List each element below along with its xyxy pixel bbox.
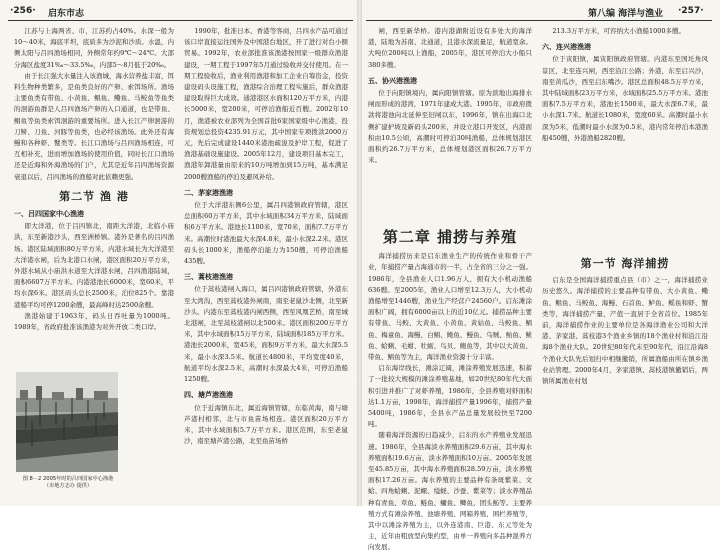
photo-caption-title: 图 8－2 2005年时的吕四国家中心渔港 — [22, 476, 114, 482]
right-page — [362, 0, 720, 552]
left-running-head: 启东市志 — [48, 9, 85, 19]
right-header-rule — [366, 20, 712, 21]
paragraph: 闸，西至新华桥。港内港湖附近设有多处大的海洋港，陆地为苏南、北通道，且港水深流量足，航道宽余。大吨位200吨以上渔船，2005年，港区可停泊大小船只380多艘。 — [368, 27, 532, 69]
subsection-heading-tanglu-port: 四、塘芦港渔港 — [184, 390, 233, 400]
photo-caption-credit: （市地方志办 提供） — [43, 483, 93, 489]
paragraph: 位于向阳镇境内，属向阳镇管辖。原为滨地出海排水闸而形成的港湾，1971年建成大港。1995年，市政府拨款将港池向北延伸至旧闸以东，1996年，镇在出海口北侧扩建护坡及新码头200米，并设立港口开发区，内港面积由10.5公顷，高潮时可停泊30吨渔船，总体规划港区面积约26.7万平方米，总体规划港区面积26.7万平方米。 — [368, 89, 532, 165]
paragraph: 即大洋港，位于吕四镇北，南距大洋港，北临小庙洪，东至新港沙头，西至洲桥镇。港外是著名的吕四渔场。港区陆域面积80万平方米，内港水域长为大洋港至大洋港水闸，后为北港口水闸，港区面积20万平方米，外港水域从小庙洪水道至大洋港水闸，吕四渔港陆域，面积6607万平方米。内港港池长6000米，宽60米，平均水深6米。港区码头总长2500米，泊位825个。靠港港船平均可停1200余艘，最高峰时达2500余艘。 — [14, 222, 174, 309]
subsection-heading-xiexing-port: 五、协兴港渔港 — [368, 75, 417, 85]
harbor-photo — [16, 372, 118, 472]
paragraph: 海洋捕捞历来是启东渔业生产的传统作业和骨干产业，年捕捞产量占海通市的一半，占全省的三分之一强。1986年，全县渔业人口1.96万人，拥有大小机动渔船636艘。至2005年，渔业人口增至12.3万人，大小机动渔船增至1446艘，渔业生产经营户24560户。启东滩涂面积广阔，拥有6000亩以上的近10亿元。捕捞品种主要有带鱼、马鲛、大黄鱼、小黄鱼、黄姑鱼、马鲛鱼、鲳鱼、梅童鱼、海鳗、白鲳、鲍鱼、鳗鱼、乌贼、鲐鱼、鲅鱼、蛤蜊、毛蚶、牡蛎、鸟贝、鲍鱼等，其中以大黄鱼、带鱼、鲳鱼等为主，海洋渔业资源十分丰富。 — [368, 252, 532, 362]
paragraph: 位于大洋港东侧6公里，属吕四港镇政府管辖，港区总面积60万平方米，其中水域面积34万平方米，陆域面积6万平方米。港池长1100米，宽70米，面积7.7万平方米。高潮位时港池最大水深4.8米，最小水深2.2米。港区码头长1000米，渔船停泊能力为150艘，可停泊渔船435艘。 — [184, 201, 348, 266]
paragraph: 位于近海镇东北，属近海镇管辖，东临黄海，南与塘芦港村相邻，北与市鱼苗场相连。港区面积20万平方米，其中水域面积5.7万平方米。港区范围，东至老鼠沙，南至塘芦港公路，北至鱼苗场桥 — [184, 403, 348, 446]
subsection-heading-haozhi-port: 三、蒿枝港渔港 — [184, 272, 233, 282]
right-page-number: ·257· — [678, 6, 704, 16]
section-heading-fishing-ports: 第二节 渔 港 — [59, 189, 129, 203]
left-page — [0, 0, 357, 506]
left-page-number: ·256· — [10, 6, 36, 16]
subsection-heading-lvsi-port: 一、吕四国家中心渔港 — [14, 209, 84, 219]
paragraph: 位于蒿枝港闸入海口，属吕四港镇政府管辖，外港东至大湾沟，西至蒿枝港外闸南，南至老鼠沙北侧，北至新沙头。内港东至蒿枝港内闸西侧，西至风凰艺桥，南至城北港闸，北至蒿枝港闸以北500米。港区面积200万平方米，其中水域面积15万平方米，陆域面积185万平方米。港池长2000米，宽45米，面积9万平方米，最大水深5.5米，最小水深3.5米。航道长4800米，平均宽度40米，航道平均水深2.5米，高潮时水深最大4米，可停泊渔船1250艘。 — [184, 285, 348, 384]
paragraph: 随着海洋资源的日趋减少，启东的水产养殖业发展迅速。1986年，全县海淡水养殖面积29.6万亩，其中海水养殖面积19.6万亩，淡水养殖面积10万亩。2005年发展至45.85万亩，其中海水养殖面积28.59万亩，淡水养殖面积17.26万亩。海水养殖的主要品种有条斑紫菜、文蛤、四角蛤蜊、泥螺、缢蛏、沙蚕、紫菜等；淡水养殖品种有青鱼、草鱼、鲢鱼、鳙鱼、鲫鱼、团头鲂等。主要养殖方式有滩涂养殖、池塘养殖、网箱养殖、围栏养殖等，其中以滩涂养殖为主，以外连港南、巨港、东元等处为主，近年由粗放型向集约型，由单一养殖向多品种混养方向发展。 — [368, 431, 532, 552]
subsection-heading-lianxing-port: 六、连兴港渔港 — [542, 42, 591, 52]
right-column-2-bottom — [542, 250, 708, 504]
paragraph: 位于寅阳镇，属寅阳镇政府管辖。内港东至国圫角风景区，北至连兴闸，西至沿江公路；外港，东至启兴沙，南至黄瓜沙，西至启东嘴沙。港区总面积48.5万平方米，其中陆域面积23万平方米，水域面积25.5万平方米。港池面积7.5万平方米，港池长1500米，最大水深6.7米，最小水深1.7米。航道长1080米，宽度60米。高潮时最小水深为5米，低潮时最小水深为0.5米，港内常年停泊本港渔船450艘，外港渔船2820艘。 — [542, 55, 708, 142]
chapter-heading: 第二章 捕捞与养殖 — [382, 228, 518, 246]
photo-caption — [14, 476, 122, 490]
right-column-1-top — [368, 26, 532, 236]
subsection-heading-maojia-port: 二、茅家港渔港 — [184, 187, 233, 197]
paragraph: 渔港始建于1963年，码头日吞吐量为1000吨。1989年，省政府批准该渔港为对外开放二类口岸。 — [14, 311, 174, 332]
paragraph: 213.3万平方米，可容纳大小渔船1000多艘。 — [552, 27, 686, 35]
paragraph: 江苏与上海两省、市，江苏约占40%。水深一般为10～40米，海底平坦，底质多为沙泥和沙质。水温，内侧太阳与吕四渔场相同，外侧常年约9℃～24℃。大部分海区盐度31‰～33.5‰，内部5～8月低于20‰。 — [14, 27, 174, 69]
left-column-2 — [184, 26, 348, 502]
paragraph: 由于长江强大水量注入该渔城，海水营养盐丰富，饵料生物种类繁多，是鱼类良好的产卵、索饵场所。渔场主要鱼类有带鱼、小黄鱼、鲳鱼、鳓鱼、马鲛鱼等鱼类的洄游鱼群是人吕四渔场产卵的入口通道，也是带鱼、鲳鱼等鱼类索饵洄游的重要场所。进入长江产卵洄游的刀鲚、刀鱼、河豚等鱼类，也必经该渔场。此外还有海鳗和各种虾、蟹类等。长江口渔场与吕四渔场相连，可互相补充，进而增加渔场的使用价值，同时长江口渔场还是近海和外海渔场的门户，尤其是近年吕四渔场资源衰退以后，吕四渔场的渔船对此依赖更强。 — [14, 71, 174, 181]
paragraph: 1990年，批准日本、香港等客商，吕四水产品可通过该口岸直接运往国外及中国港台地区，开了进行对台小额贸易。1992年，农业部批准该渔港按国家一级群众渔港建设，一期工程于1997年5月通过验收并交付使用。在一期工程验收后，渔业利用渔港和加工企业自筹资金，投资建设码头设施工程，渔港综合治理工程实施后，群众渔港建设取得巨大成效。通港港区水面积120万平方米，内港长5000米，宽200米，可停泊渔船近百艘。2002年10月，渔港被农业部列为全国首批6家国家级中心渔港，投资规划总投资4235.91万元，其中国家专项拨款2000万元，先后完成建设1440米港池疏浚及护岸工程，促进了渔港基础设施建设。2005年12月，建设项目基本完工，渔港年卸港量由原来的10万吨增加到15万吨，基本满足2000艘渔船的停泊及避风补给。 — [184, 27, 348, 181]
harbor-photo-image — [16, 372, 118, 472]
right-column-2-top — [542, 26, 708, 236]
left-column-1 — [14, 26, 174, 372]
paragraph: 启东是全国海洋捕捞重点县（市）之一，海洋捕捞业历史悠久。海洋捕捞的主要品种有带鱼、大小黄鱼、鳓鱼、鲳鱼、马鲛鱼、海鳗、石首鱼、鲈鱼、鳐鱼和虾、蟹类等，海洋捕捞产量，产值一直居于全省首位。1985年前，海洋捕捞作业的主要单位是各海洋渔业公司和大洋港、茅家港、蒿枝港3个渔业乡镇的18个渔业村和沿江沿海8个渔业大队。20世纪80年代末至90年代，沿江沿海8个渔业大队先后划归中相继撤销，所属渔船由所在镇乡渔业站管理。2000年4月，茅家港镇、蒿枝港镇撤销后，两镇所属渔业村划 — [542, 276, 708, 386]
left-header-rule — [8, 20, 353, 21]
right-running-head: 第八编 海洋与渔业 — [588, 9, 664, 19]
right-column-1-bottom — [368, 226, 532, 552]
paragraph: 启东海岸线长，滩涂辽阔，滩涂养殖发展迅速，积蓄了一批较大规模的滩涂养殖基地，如20世纪80年代大面积引进并推广了对虾养殖，1986年，全县养殖对虾面积达1.1万亩，1998年，海洋捕捞产量1996年，捕捞产量5400吨，1986年，全县水产品总量发展较快至7200吨。 — [368, 364, 532, 429]
section-heading-marine-fishing: 第一节 海洋捕捞 — [580, 257, 670, 270]
